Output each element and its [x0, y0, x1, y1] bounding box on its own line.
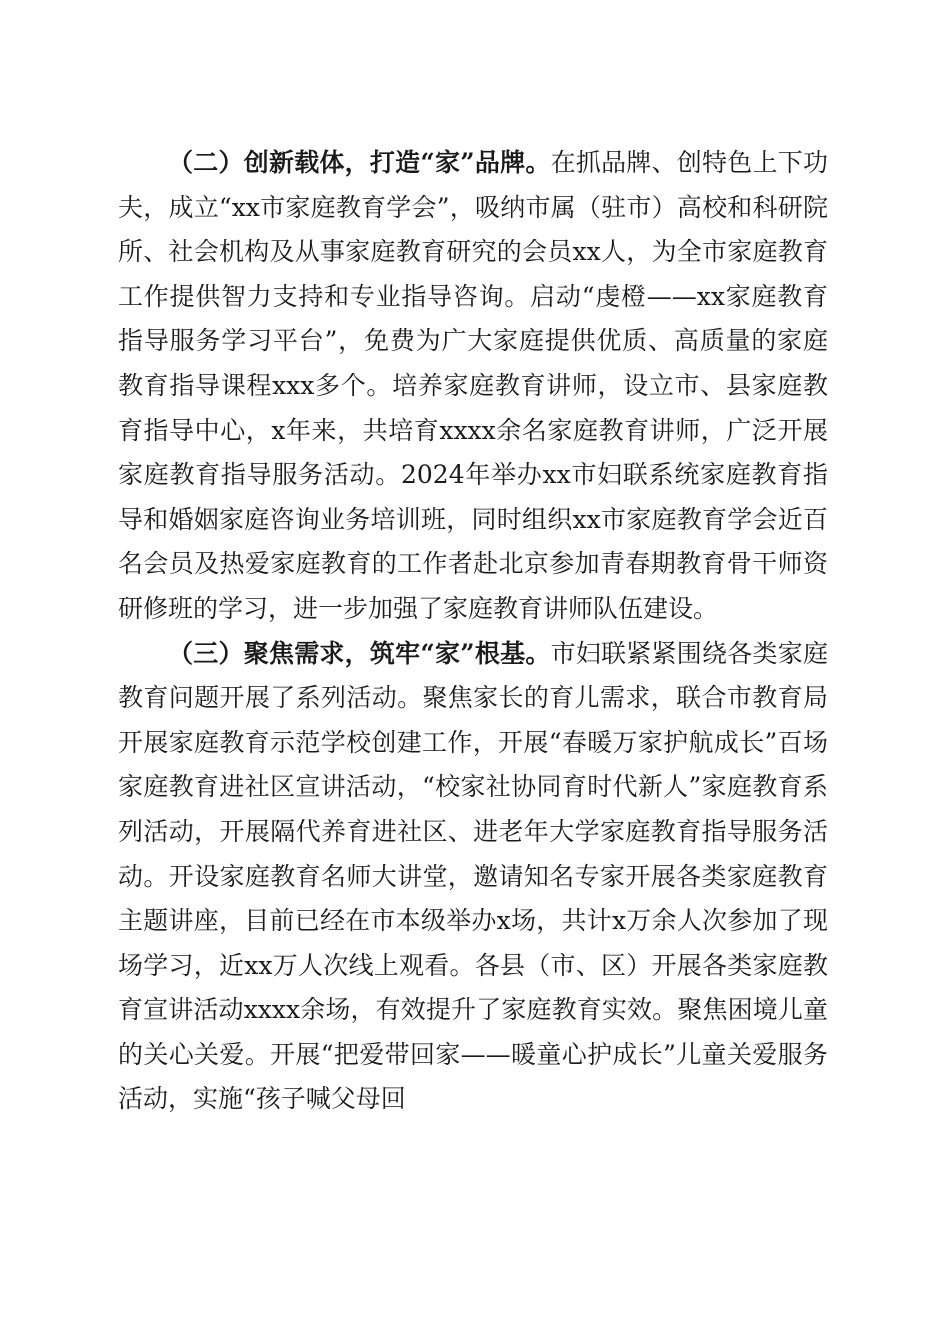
paragraph-text: 在抓品牌、创特色上下功夫，成立“xx市家庭教育学会”，吸纳市属（驻市）高校和科研院所、社会机构及从事家庭教育研究的会员xx人，为全市家庭教育工作提供智力支持和专业指导咨询。启动“虔橙——xx家庭教育指导服务学习平台”，免费为广大家庭提供优质、高质量的家庭教育指导课程xxx多个。培养家庭教育讲师，设立市、县家庭教育指导中心，x年来，共培育xxxx余名家庭教育讲师，广泛开展家庭教育指导服务活动。2024年举办xx市妇联系统家庭教育指导和婚姻家庭咨询业务培训班，同时组织xx市家庭教育学会近百名会员及热爱家庭教育的工作者赴北京参加青春期教育骨干师资研修班的学习，进一步加强了家庭教育讲师队伍建设。	[118, 148, 828, 623]
paragraph-heading: （三）聚焦需求，筑牢“家”根基。	[168, 638, 551, 668]
paragraph-innovation	[118, 141, 828, 632]
paragraph-needs	[118, 632, 828, 1123]
document-body	[118, 141, 828, 1122]
paragraph-text: 市妇联紧紧围绕各类家庭教育问题开展了系列活动。聚焦家长的育儿需求，联合市教育局开展家庭教育示范学校创建工作，开展“春暖万家护航成长”百场家庭教育进社区宣讲活动，“校家社协同育时代新人”家庭教育系列活动，开展隔代养育进社区、进老年大学家庭教育指导服务活动。开设家庭教育名师大讲堂，邀请知名专家开展各类家庭教育主题讲座，目前已经在市本级举办x场，共计x万余人次参加了现场学习，近xx万人次线上观看。各县（市、区）开展各类家庭教育宣讲活动xxxx余场，有效提升了家庭教育实效。聚焦困境儿童的关心关爱。开展“把爱带回家——暖童心护成长”儿童关爱服务活动，实施“孩子喊父母回	[118, 638, 828, 1114]
paragraph-heading: （二）创新载体，打造“家”品牌。	[168, 148, 551, 177]
